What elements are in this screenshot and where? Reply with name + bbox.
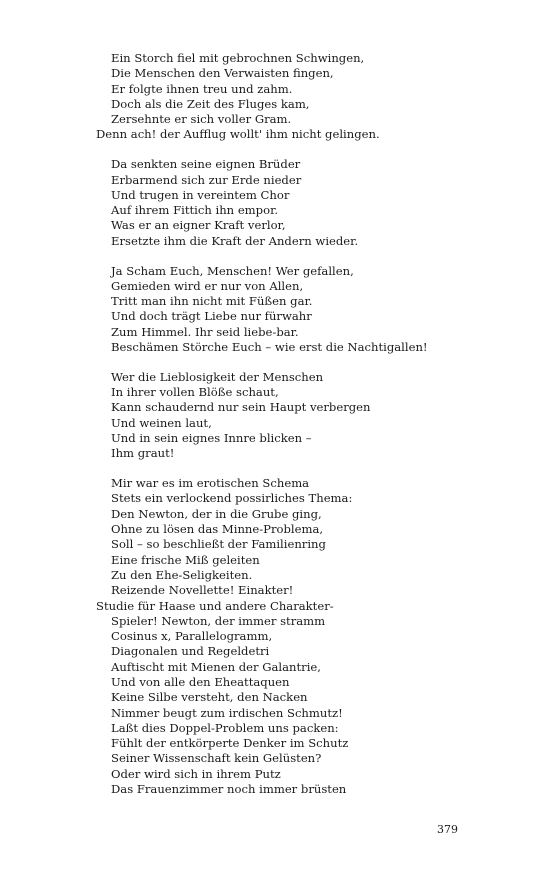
poem-line: Fühlt der entkörperte Denker im Schutz [111,736,349,751]
poem-line: Und in sein eignes Innre blicken – [111,431,312,446]
poem-line: Laßt dies Doppel-Problem uns packen: [111,720,339,735]
stanza [0,476,550,797]
poem-line: Tritt man ihn nicht mit Füßen gar. [111,294,313,309]
poem-line: Nimmer beugt zum irdischen Schmutz! [111,705,343,720]
poem-line: Reizende Novellette! Einakter! [111,583,294,598]
stanza [0,51,550,143]
poem-line: Und trugen in vereintem Chor [111,187,290,202]
poem-line: Und weinen laut, [111,415,212,430]
poem-line: Und von alle den Eheattaquen [111,674,290,689]
poem-line: Gemieden wird er nur von Allen, [111,278,304,293]
poem-line: Oder wird sich in ihrem Putz [111,766,281,781]
stanza [0,370,550,462]
poem-line: Ja Scham Euch, Menschen! Wer gefallen, [111,263,354,278]
poem-line: Zu den Ehe-Seligkeiten. [111,567,253,582]
poem-line: Er folgte ihnen treu und zahm. [111,81,293,96]
poem-line: Doch als die Zeit des Fluges kam, [111,96,310,111]
poem-line: Denn ach! der Aufflug wollt' ihm nicht gelingen. [96,127,380,142]
stanza [0,264,550,356]
poem-line: Ein Storch fiel mit gebrochnen Schwingen, [111,51,365,65]
poem-line: Spieler! Newton, der immer stramm [111,613,326,628]
poem-line: Den Newton, der in die Grube ging, [111,506,322,521]
poem-line: Wer die Lieblosigkeit der Menschen [111,369,324,384]
poem-line: In ihrer vollen Blöße schaut, [111,385,279,400]
poem-line: Soll – so beschließt der Familienring [111,537,326,552]
poem-line: Seiner Wissenschaft kein Gelüsten? [111,751,322,766]
poem-line: Ersetzte ihm die Kraft der Andern wieder. [111,233,359,248]
poem-line: Keine Silbe versteht, den Nacken [111,690,308,705]
poem-line: Die Menschen den Verwaisten fingen, [111,66,334,81]
poem-line: Auftischt mit Mienen der Galantrie, [111,659,321,674]
poem-line: Cosinus x, Parallelogramm, [111,629,273,644]
poem-line: Diagonalen und Regeldetri [111,644,270,659]
poem-line: Auf ihrem Fittich ihn empor. [111,203,279,218]
poem-line: Erbarmend sich zur Erde nieder [111,172,302,187]
poem-line: Stets ein verlockend possirliches Thema: [111,491,353,506]
poem-line: Zersehnte er sich voller Gram. [111,112,292,127]
poem-line: Da senkten seine eignen Brüder [111,157,301,172]
stanza [0,157,550,249]
poem-line: Ohne zu lösen das Minne-Problema, [111,522,324,537]
poem-line: Studie für Haase und andere Charakter- [96,598,334,613]
poem-line: Ihm graut! [111,446,175,461]
poem-line: Zum Himmel. Ihr seid liebe-bar. [111,324,299,339]
poem-body [0,51,550,812]
poem-line: Mir war es im erotischen Schema [111,476,310,491]
poem-line: Eine frische Miß geleiten [111,552,260,567]
page-number: 379 [437,823,458,836]
poem-line: Beschämen Störche Euch – wie erst die Nachtigallen! [111,340,428,355]
poem-line: Und doch trägt Liebe nur fürwahr [111,309,312,324]
poem-line: Was er an eigner Kraft verlor, [111,218,286,233]
poem-line: Kann schaudernd nur sein Haupt verbergen [111,400,371,415]
poem-line: Das Frauenzimmer noch immer brüsten [111,782,347,797]
